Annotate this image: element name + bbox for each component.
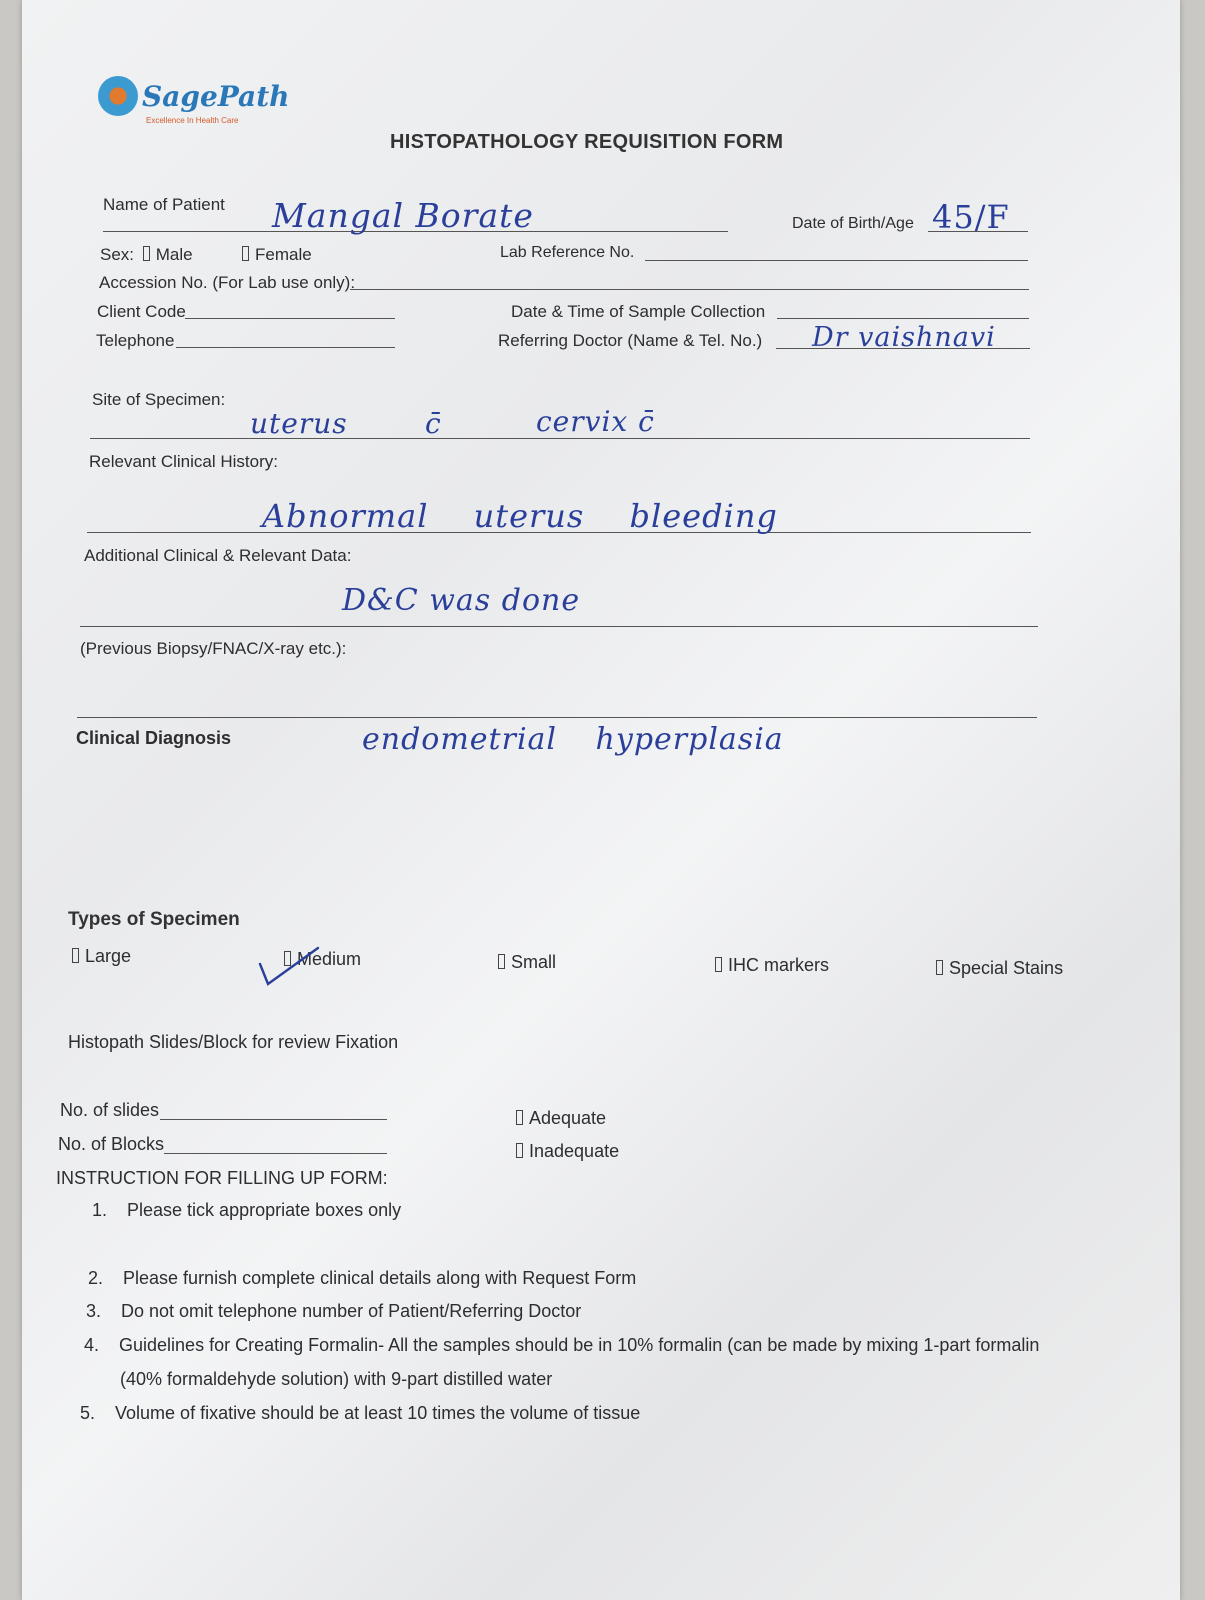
previous-line[interactable] [77,717,1037,718]
logo-tagline: Excellence In Health Care [146,116,239,125]
history-value[interactable]: Abnormal uterus bleeding [262,497,778,535]
sagepath-logo-icon [98,76,138,116]
logo-name: SagePath [142,80,290,113]
site-line [90,438,1030,439]
form-sheet [22,0,1180,1600]
additional-label: Additional Clinical & Relevant Data: [84,546,352,565]
sex-field [100,245,193,265]
site-value-cervix[interactable]: cervix c̄ [536,405,655,438]
large-checkbox[interactable] [72,948,79,963]
diagnosis-value[interactable]: endometrial hyperplasia [362,722,784,757]
ref-doctor-label: Referring Doctor (Name & Tel. No.) [498,331,763,350]
instruction-item: 1. Please tick appropriate boxes only [92,1200,402,1220]
previous-label: (Previous Biopsy/FNAC/X-ray etc.): [80,639,347,658]
diagnosis-label: Clinical Diagnosis [76,728,232,748]
additional-value[interactable]: D&C was done [342,583,581,618]
patient-name-label: Name of Patient [103,195,225,214]
sample-time-label: Date & Time of Sample Collection [511,302,766,321]
client-code-line[interactable] [185,318,395,319]
specimen-small[interactable]: Small [498,952,556,973]
patient-name-value[interactable]: Mangal Borate [272,196,534,235]
client-code-label: Client Code [97,302,186,321]
site-value-with[interactable]: c̄ [425,407,442,440]
ihc-checkbox[interactable] [715,957,722,972]
telephone-label: Telephone [96,331,175,350]
inadequate-option[interactable]: Inadequate [516,1141,619,1162]
dob-value[interactable]: 45/F [932,198,1010,236]
review-heading: Histopath Slides/Block for review Fixation [68,1032,399,1052]
telephone-line[interactable] [176,347,395,348]
tick-mark-icon [254,942,324,988]
site-value-organ[interactable]: uterus [250,407,348,440]
ref-doctor-value[interactable]: Dr vaishnavi [812,322,996,353]
adequate-checkbox[interactable] [516,1110,523,1125]
instruction-item: 5. Volume of fixative should be at least 10 times the volume of tissue [80,1403,641,1423]
adequate-option[interactable]: Adequate [516,1108,606,1129]
instruction-item: 2. Please furnish complete clinical details along with Request Form [88,1268,637,1288]
instruction-item: 3. Do not omit telephone number of Patient/Referring Doctor [86,1301,582,1321]
female-field [242,245,312,265]
accession-label: Accession No. (For Lab use only): [99,273,356,292]
specimen-large[interactable]: Large [72,946,131,967]
specimen-heading: Types of Specimen [68,909,240,930]
site-label: Site of Specimen: [92,390,226,409]
additional-line [80,626,1038,627]
specimen-medium[interactable]: Medium [284,949,361,970]
special-stains-checkbox[interactable] [936,960,943,975]
male-label: Male [155,245,193,264]
slides-line[interactable] [160,1119,387,1120]
history-label: Relevant Clinical History: [89,452,278,471]
small-checkbox[interactable] [498,954,505,969]
accession-line[interactable] [350,289,1029,290]
male-checkbox[interactable] [143,246,150,261]
inadequate-checkbox[interactable] [516,1143,523,1158]
female-checkbox[interactable] [242,246,249,261]
female-label: Female [255,245,312,264]
lab-ref-label: Lab Reference No. [500,244,635,261]
dob-label: Date of Birth/Age [792,215,914,232]
slides-label: No. of slides [60,1100,160,1120]
instruction-item: 4. Guidelines for Creating Formalin- All the samples should be in 10% formalin (can be made by mixing 1-part formalin [84,1335,1040,1355]
instructions-heading: INSTRUCTION FOR FILLING UP FORM: [56,1168,388,1188]
specimen-special-stains[interactable]: Special Stains [936,958,1063,979]
specimen-ihc[interactable]: IHC markers [715,955,829,976]
blocks-label: No. of Blocks [58,1134,165,1154]
lab-ref-line[interactable] [645,260,1028,261]
instruction-item-continued: (40% formaldehyde solution) with 9-part distilled water [120,1369,553,1389]
blocks-line[interactable] [164,1153,387,1154]
sex-label: Sex: [100,245,135,264]
form-title: HISTOPATHOLOGY REQUISITION FORM [390,131,784,153]
sample-time-line[interactable] [777,318,1029,319]
